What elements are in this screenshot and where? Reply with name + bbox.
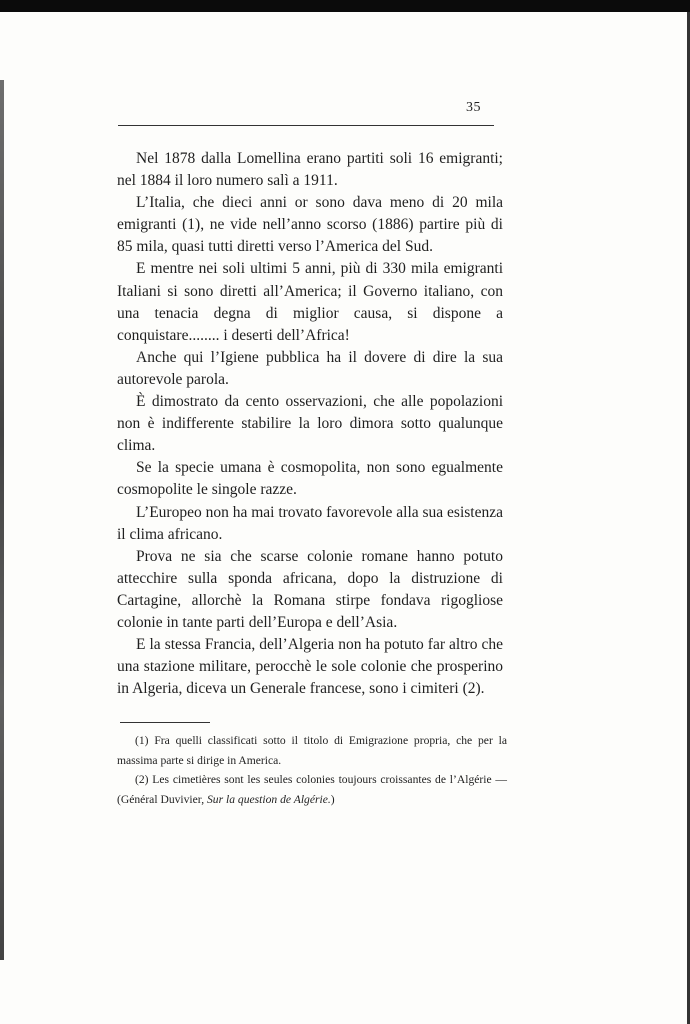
scan-left-edge xyxy=(0,80,4,960)
paragraph: E la stessa Francia, dell’Algeria non ha potuto far altro che una stazione militare, perocchè le sole colonie che prosperino in Algeria, diceva un Generale francese, sono i cimiteri (2). xyxy=(117,636,503,698)
body-text xyxy=(117,148,503,700)
header-rule xyxy=(118,125,494,126)
footnote-2-close: ) xyxy=(330,792,335,806)
page-number: 35 xyxy=(466,100,481,115)
footnote-1: (1) Fra quelli classificati sotto il titolo di Emigrazione propria, che per la massima parte si dirige in America. xyxy=(117,734,507,767)
footnote-rule xyxy=(120,722,210,723)
paragraph: Nel 1878 dalla Lomellina erano partiti soli 16 emigranti; nel 1884 il loro numero salì a 1911. xyxy=(117,150,503,190)
paragraph: E mentre nei soli ultimi 5 anni, più di 330 mila emigranti Italiani si sono diretti all’America; il Governo italiano, con una tenacia degna di miglior causa, si dispone a conquistare........ i deserti dell’Africa! xyxy=(117,260,503,344)
scan-top-border xyxy=(0,0,690,12)
paragraph: L’Europeo non ha mai trovato favorevole alla sua esistenza il clima africano. xyxy=(117,503,503,543)
paragraph: L’Italia, che dieci anni or sono dava meno di 20 mila emigranti (1), ne vide nell’anno scorso (1886) partire più di 85 mila, quasi tutti diretti verso l’America del Sud. xyxy=(117,194,503,256)
paragraph: Se la specie umana è cosmopolita, non sono egualmente cosmopolite le singole razze. xyxy=(117,459,503,499)
footnote-2-text: (2) Les cimetières sont les seules colonies toujours croissantes de l’Algérie — (Général Duvivier, xyxy=(117,773,507,806)
footnote-2 xyxy=(117,770,507,809)
paragraph: Anche qui l’Igiene pubblica ha il dovere di dire la sua autorevole parola. xyxy=(117,348,503,388)
paragraph: Prova ne sia che scarse colonie romane hanno potuto attecchire sulla sponda africana, dopo la distruzione di Cartagine, allorchè la Romana stirpe fondava rigogliose colonie in tante parti dell’Europa e dell’Asia. xyxy=(117,547,503,631)
footnote-2-title: Sur la question de Algérie. xyxy=(207,792,331,806)
paragraph: È dimostrato da cento osservazioni, che alle popolazioni non è indifferente stabilire la loro dimora sotto qualunque clima. xyxy=(117,393,503,455)
footnotes xyxy=(117,731,507,809)
